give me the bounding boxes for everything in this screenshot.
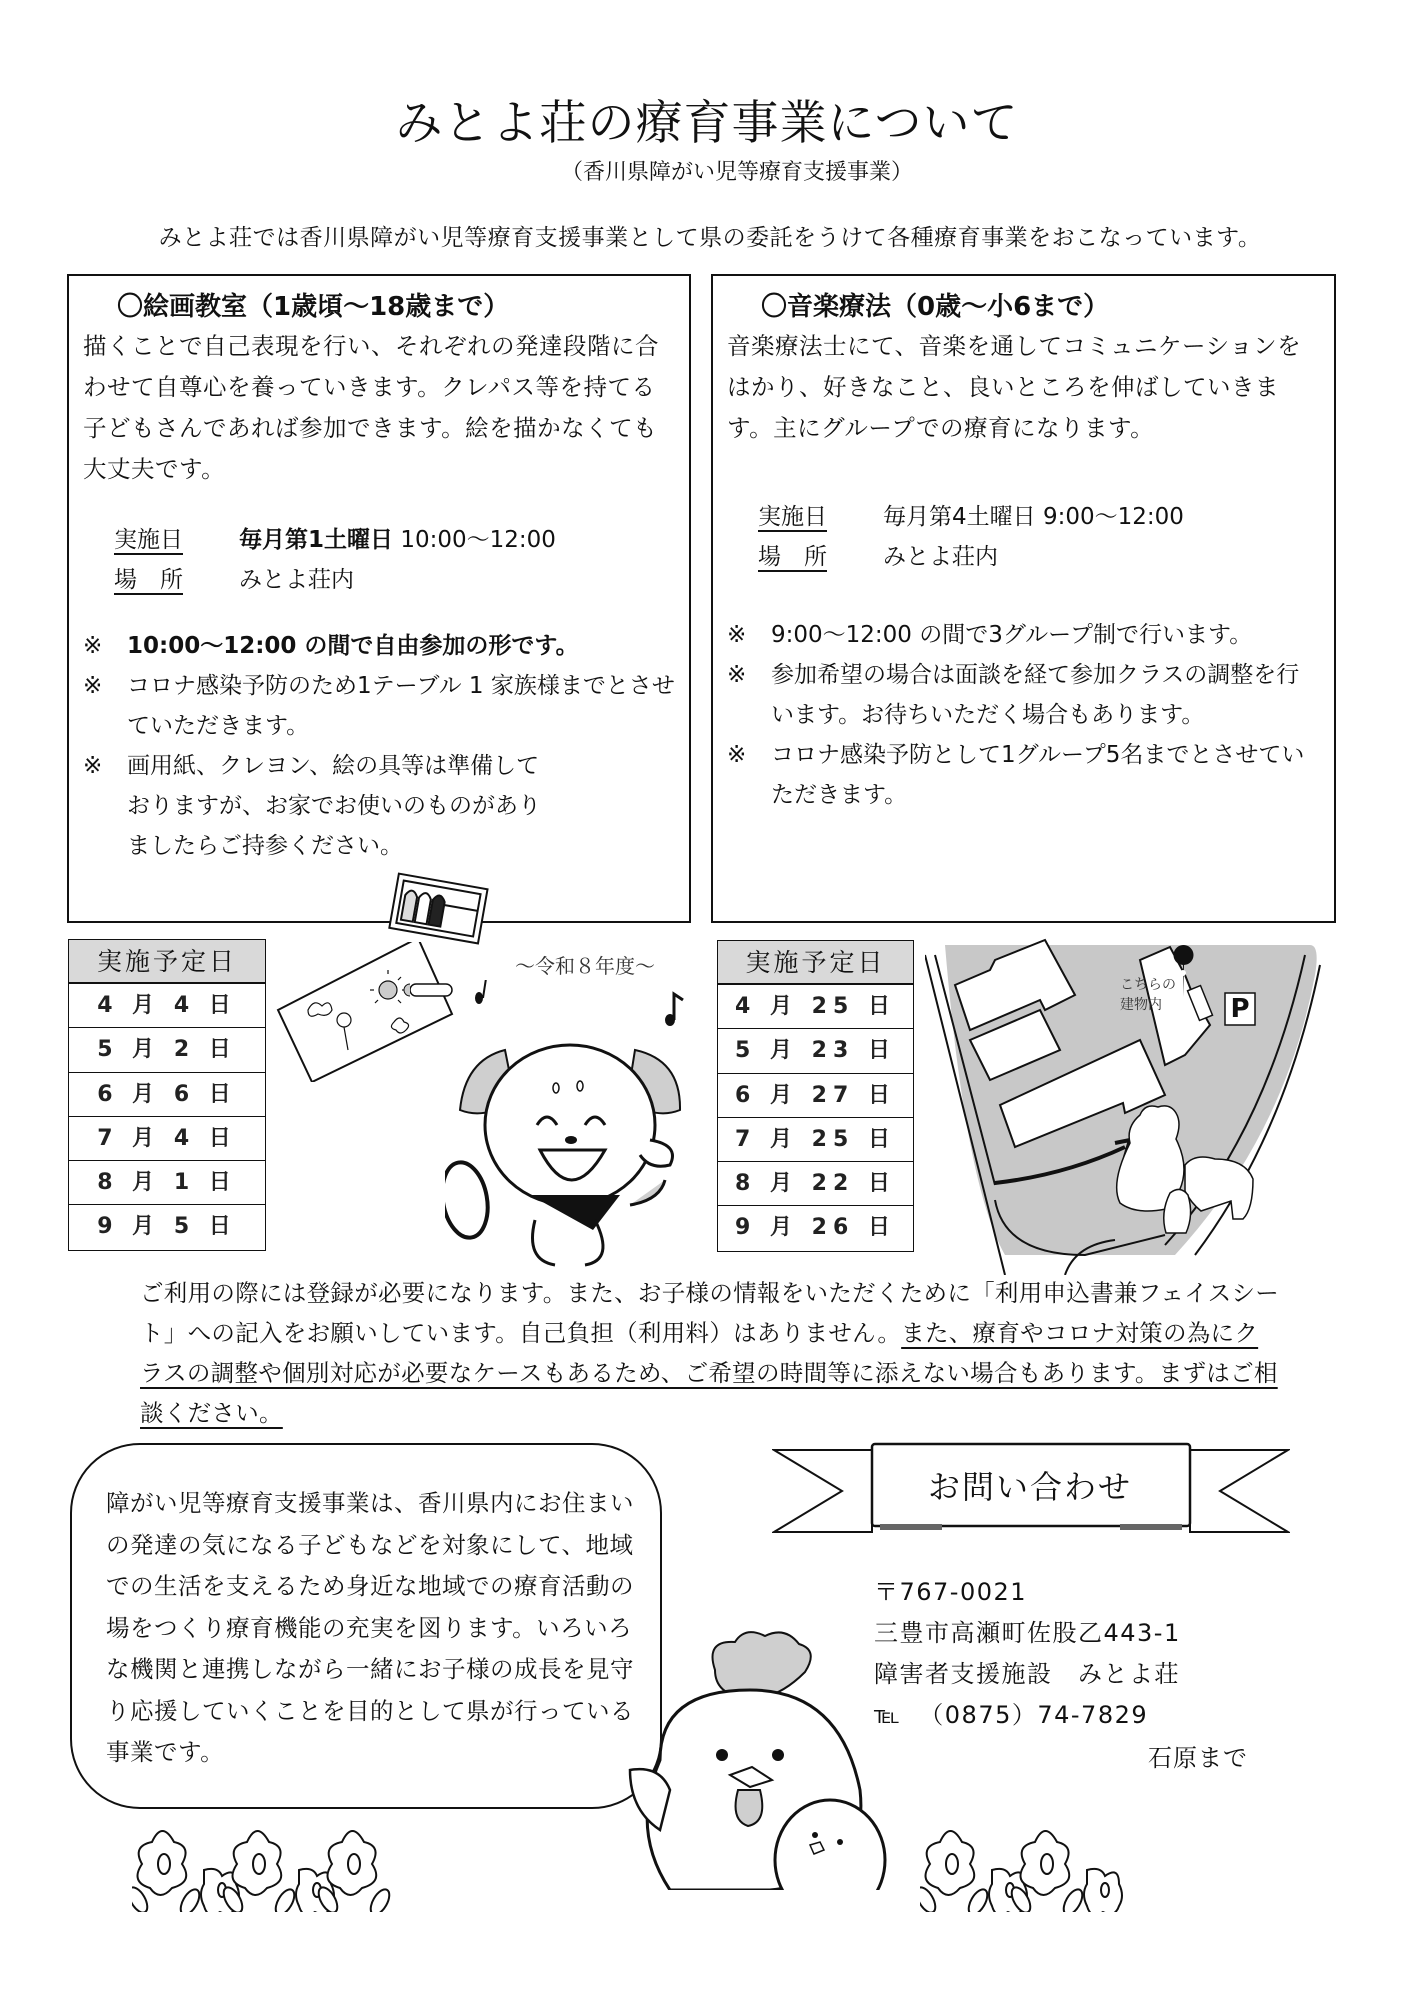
fiscal-year-label: ～令和８年度～ (515, 954, 655, 978)
music-therapy-box (711, 274, 1336, 923)
art-class-place-row (69, 560, 689, 600)
table-row: 8 月 1 日 (69, 1161, 265, 1205)
table-row: 6 月 27 日 (718, 1074, 913, 1118)
table-header: 実施予定日 (69, 940, 265, 984)
table-row: 7 月 25 日 (718, 1118, 913, 1162)
music-therapy-description: 音楽療法士にて、音楽を通してコミュニケーションをはかり、好きなこと、良いところを伸ばしていきます。主にグループでの療育になります。 (727, 332, 1302, 442)
art-schedule-table (68, 939, 266, 1251)
table-header: 実施予定日 (718, 941, 913, 985)
table-row: 5 月 23 日 (718, 1029, 913, 1073)
map-location-label: こちらの 建物内 (1120, 977, 1176, 1013)
note-item: ※ 画用紙、クレヨン、絵の具等は準備しておりますが、お家でお使いのものがありましたらご持参ください。 (83, 753, 541, 859)
date-value: 毎月第1土曜日 10:00～12:00 (239, 527, 556, 553)
contact-address: 三豊市高瀬町佐股乙443-1 (874, 1619, 1181, 1647)
about-text: 障がい児等療育支援事業は、香川県内にお住まいの発達の気になる子どもなどを対象にして、地域での生活を支えるため身近な地域での療育活動の場をつくり療育機能の充実を図ります。いろいろな機関と連携しながら一緒にお子様の成長を見守り応援していくことを目的として県が行っている事業です。 (106, 1489, 634, 1766)
music-therapy-date-row (713, 497, 1334, 537)
contact-details (874, 1572, 1181, 1736)
place-value: みとよ荘内 (239, 567, 354, 593)
table-row: 6 月 6 日 (69, 1073, 265, 1117)
art-class-heading: 〇絵画教室（1歳頃～18歳まで） (117, 292, 510, 322)
registration-text: ご利用の際には登録が必要になります。また、お子様の情報をいただくために「利用申込書兼フェイスシート」への記入をお願いしています。自己負担（利用料）はありません。 (140, 1279, 1280, 1347)
contact-heading: お問い合わせ (927, 1468, 1132, 1506)
art-class-date-row (69, 520, 689, 560)
about-speech-bubble (70, 1443, 662, 1809)
music-schedule-table (717, 940, 914, 1252)
table-row: 4 月 4 日 (69, 984, 265, 1028)
place-value: みとよ荘内 (883, 544, 998, 570)
contact-phone: ℡ （0875）74-7829 (874, 1701, 1149, 1729)
art-class-notes (69, 626, 689, 866)
table-row: 4 月 25 日 (718, 985, 913, 1029)
location-map (925, 935, 1345, 1275)
note-item: ※ コロナ感染予防のため1テーブル 1 家族様までとさせていただきます。 (83, 673, 675, 739)
music-therapy-heading: 〇音楽療法（0歳～小6まで） (761, 292, 1110, 322)
date-label: 実施日 (114, 527, 183, 553)
intro-text: みとよ荘では香川県障がい児等療育支援事業として県の委託をうけて各種療育事業をおこなっています。 (158, 225, 1262, 251)
date-label: 実施日 (758, 504, 827, 530)
contact-postal: 〒767-0021 (874, 1578, 1028, 1606)
contact-person: 石原まで (1148, 1744, 1248, 1772)
table-row: 8 月 22 日 (718, 1162, 913, 1206)
registration-notice (140, 1273, 1280, 1433)
art-class-box (67, 274, 691, 923)
music-therapy-notes (713, 615, 1334, 815)
note-item: ※ 参加希望の場合は面談を経て参加クラスの調整を行います。お待ちいただく場合もあります。 (727, 662, 1300, 728)
dog-mascot-icon (445, 980, 695, 1270)
contact-facility: 障害者支援施設 みとよ荘 (874, 1660, 1180, 1688)
page-subtitle: （香川県障がい児等療育支援事業） (560, 160, 913, 185)
music-therapy-place-row (713, 537, 1334, 577)
flower-border-right (920, 1822, 1310, 1912)
table-row: 5 月 2 日 (69, 1028, 265, 1072)
place-label: 場 所 (758, 544, 827, 570)
note-item: ※ 9:00～12:00 の間で3グループ制で行います。 (727, 622, 1253, 648)
page-title: みとよ荘の療育事業について (395, 96, 1019, 151)
place-label: 場 所 (114, 567, 183, 593)
date-value: 毎月第4土曜日 9:00～12:00 (883, 504, 1184, 530)
note-item: ※ コロナ感染予防として1グループ5名までとさせていただきます。 (727, 742, 1305, 808)
parking-icon: P (1230, 994, 1250, 1024)
art-class-description: 描くことで自己表現を行い、それぞれの発達段階に合わせて自尊心を養っていきます。クレパス等を持てる子どもさんであれば参加できます。絵を描かなくても大丈夫です。 (83, 332, 659, 483)
registration-caution: また、療育やコロナ対策の為にクラスの調整や個別対応が必要なケースもあるため、ご希望の時間等に添えない場合もあります。まずはご相談ください。 (140, 1319, 1278, 1427)
table-row: 9 月 5 日 (97, 1214, 237, 1240)
table-row: 7 月 4 日 (69, 1117, 265, 1161)
flower-border-left (132, 1822, 522, 1912)
note-item: ※ 10:00～12:00 の間で自由参加の形です。 (83, 633, 579, 659)
table-row: 9 月 26 日 (735, 1215, 896, 1241)
chicken-mascot-icon (620, 1630, 910, 1890)
